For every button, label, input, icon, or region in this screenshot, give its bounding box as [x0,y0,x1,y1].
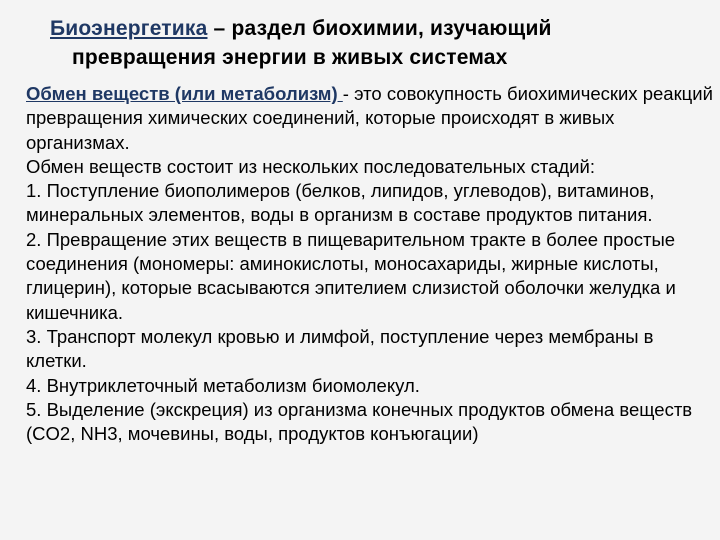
stages-intro: Обмен веществ состоит из нескольких последовательных стадий: [26,155,595,177]
definition-text: - это совокупность биохимических реакций превращения химических соединений, которые происходят в живых организмах. [26,83,713,153]
slide-body [26,82,716,446]
stage-item-4: 4. Внутриклеточный метаболизм биомолекул. [26,374,420,396]
title-line2: превращения энергии в живых системах [72,46,508,69]
definition-term: Обмен веществ (или метаболизм) [26,83,343,104]
title-dash: – [207,17,232,40]
slide-title [50,14,690,72]
stage-item-2: 2. Превращение этих веществ в пищеварительном тракте в более простые соединения (мономеры: аминокислоты, моносахариды, жирные кислоты, глицерин), которые всасываются эпителием слизистой оболочки желудка и кишечника. [26,228,676,323]
title-term: Биоэнергетика [50,17,208,40]
stage-item-1: 1. Поступление биополимеров (белков, липидов, углеводов), витаминов, минеральных элементов, воды в организм в составе продуктов питания. [26,180,655,226]
stage-item-3: 3. Транспорт молекул кровью и лимфой, поступление через мембраны в клетки. [26,325,654,372]
definition-paragraph [26,82,716,155]
title-rest: раздел биохимии, изучающий [231,17,552,40]
stage-item-5: 5. Выделение (экскреция) из организма конечных продуктов обмена веществ (CO2, NH3, мочевины, воды, продуктов конъюгации) [26,398,693,445]
